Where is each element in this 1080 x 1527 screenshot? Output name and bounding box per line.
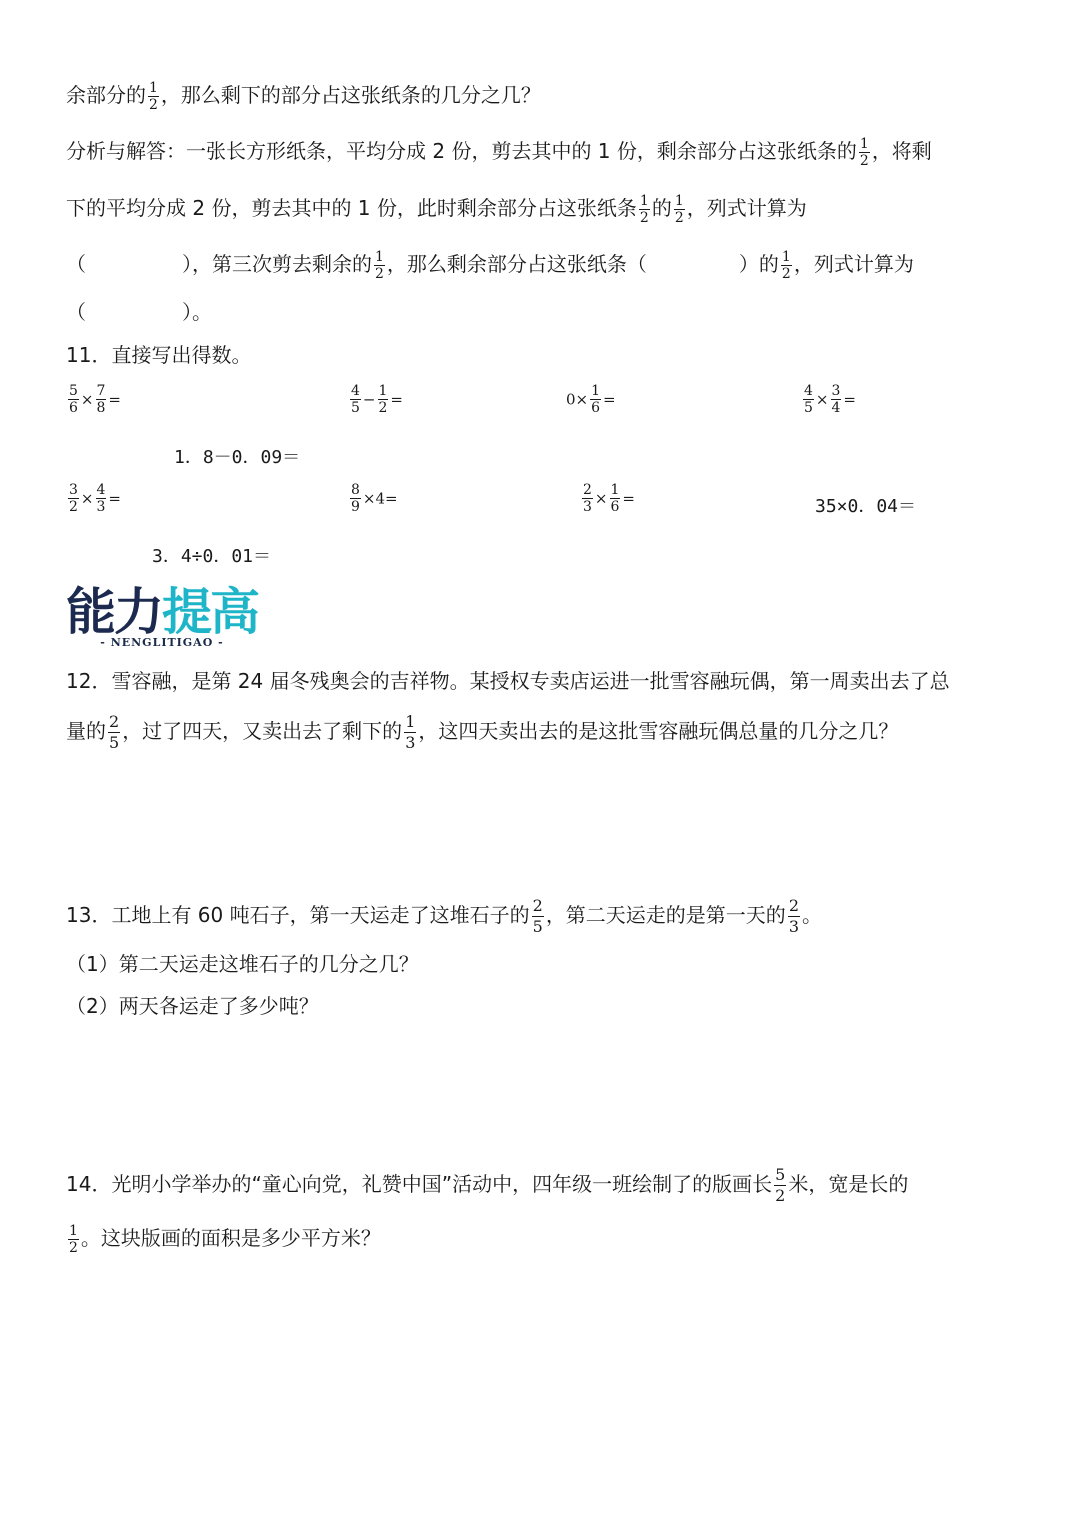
exercise-8: $\frac{2}{3}$ × $\frac{1}{6}$ = (583, 482, 635, 515)
text: ，那么剩下的部分占这张纸条的几分之几？ (160, 83, 541, 107)
fraction: $\frac{5}{2}$ (775, 1165, 786, 1205)
exercise-1: $\frac{5}{6}$ × $\frac{7}{8}$ = (69, 383, 121, 416)
fraction: $\frac{1}{6}$ (610, 482, 620, 515)
fraction: $\frac{1}{2}$ (639, 193, 649, 226)
text: ）。 (182, 300, 212, 324)
fraction: $\frac{2}{5}$ (532, 896, 543, 936)
fraction: $\frac{7}{8}$ (96, 383, 106, 416)
text: 的 (651, 196, 672, 220)
fraction: $\frac{1}{2}$ (69, 1223, 78, 1256)
exercise-2: $\frac{4}{5}$ − $\frac{1}{2}$ = (351, 383, 403, 416)
fraction: $\frac{3}{2}$ (69, 482, 78, 515)
text: ）的 (738, 252, 779, 276)
q14-line-2: $\frac{1}{2}$ 。这块版画的面积是多少平方米？ (69, 1223, 381, 1256)
text: ，列式计算为 (793, 252, 914, 276)
fraction: $\frac{2}{3}$ (583, 482, 592, 515)
text: 分析与解答：一张长方形纸条，平均分成 2 份，剪去其中的 1 份，剩余部分占这张纸条的 (66, 139, 857, 163)
fraction: $\frac{1}{2}$ (378, 383, 388, 416)
q10-line-2 (66, 136, 932, 169)
fraction: $\frac{1}{3}$ (405, 712, 416, 752)
text: 下的平均分成 2 份，剪去其中的 1 份，此时剩余部分占这张纸条 (66, 196, 637, 220)
fraction: $\frac{5}{6}$ (69, 383, 78, 416)
section-logo (66, 583, 258, 649)
text: ，将剩 (871, 139, 932, 163)
fraction: $\frac{4}{5}$ (351, 383, 360, 416)
logo-title: 能力提高 (66, 583, 258, 641)
exercise-6: $\frac{3}{2}$ × $\frac{4}{3}$ = (69, 482, 121, 515)
text: （ (66, 300, 86, 324)
q12-line-1: 12．雪容融，是第 24 届冬残奥会的吉祥物。某授权专卖店运进一批雪容融玩偶，第一周卖出去了总 (66, 669, 950, 693)
exercise-5: 1．8－0．09＝ (174, 447, 301, 468)
exercise-3: 0× $\frac{1}{6}$ = (566, 383, 616, 416)
text: 余部分的 (66, 83, 146, 107)
fraction: $\frac{1}{2}$ (674, 193, 684, 226)
q10-line-1 (66, 80, 541, 113)
fraction: $\frac{1}{6}$ (591, 383, 601, 416)
fraction: $\frac{4}{3}$ (96, 482, 106, 515)
text: ，那么剩余部分占这张纸条（ (386, 252, 647, 276)
fraction: $\frac{2}{5}$ (109, 712, 120, 752)
fraction: $\frac{1}{2}$ (149, 80, 158, 113)
q13-sub-2: （2）两天各运走了多少吨？ (66, 994, 319, 1018)
text: （ (66, 252, 86, 276)
exercise-4: $\frac{4}{5}$ × $\frac{3}{4}$ = (804, 383, 856, 416)
fraction: $\frac{1}{2}$ (375, 249, 384, 282)
q10-line-3 (66, 193, 807, 226)
q10-line-4 (66, 249, 914, 282)
q11-title: 11．直接写出得数。 (66, 343, 252, 367)
fraction: $\frac{1}{2}$ (781, 249, 791, 282)
text: ），第三次剪去剩余的 (182, 252, 372, 276)
exercise-9: 35×0．04＝ (815, 496, 917, 517)
fraction: $\frac{4}{5}$ (804, 383, 813, 416)
fraction: $\frac{3}{4}$ (831, 383, 841, 416)
fraction: $\frac{8}{9}$ (351, 482, 360, 515)
fraction: $\frac{1}{2}$ (859, 136, 869, 169)
q13-line-1: 13．工地上有 60 吨石子，第一天运走了这堆石子的 $\frac{2}{5}$ ，第二天运走的是第一天的 $\frac{2}{3}$ 。 (66, 896, 822, 936)
q13-sub-1: （1）第二天运走这堆石子的几分之几？ (66, 952, 419, 976)
logo-subtitle: - NENGLITIGAO - (100, 636, 224, 649)
fraction: $\frac{2}{3}$ (788, 896, 799, 936)
q12-line-2: 量的 $\frac{2}{5}$ ，过了四天，又卖出去了剩下的 $\frac{1}{3}$ ，这四天卖出去的是这批雪容融玩偶总量的几分之几？ (66, 712, 899, 752)
q14-line-1: 14．光明小学举办的“童心向党，礼赞中国”活动中，四年级一班绘制了的版画长 $\frac{5}{2}$ 米，宽是长的 (66, 1165, 909, 1205)
exercise-7: $\frac{8}{9}$ ×4= (351, 482, 398, 515)
exercise-10: 3．4÷0．01＝ (152, 546, 272, 567)
text: ，列式计算为 (686, 196, 807, 220)
q10-line-5 (66, 298, 212, 326)
